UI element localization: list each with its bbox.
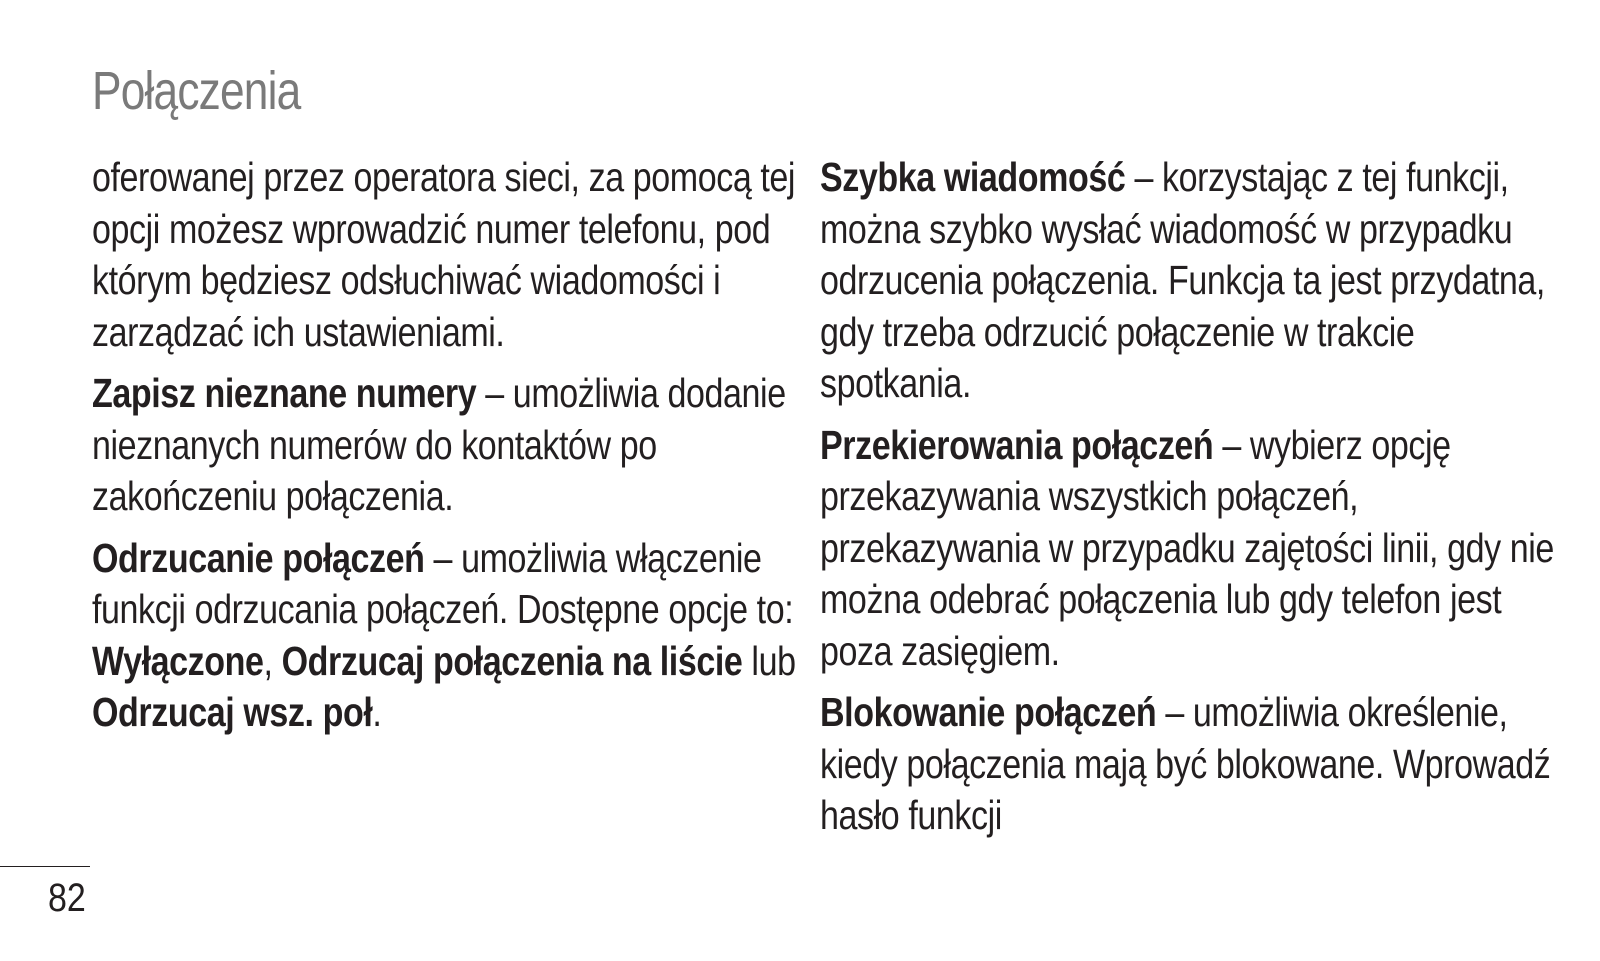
voicemail-continuation-paragraph: oferowanej przez operatora sieci, za pomocą tej opcji możesz wprowadzić numer telefonu, pod którym będziesz odsłuchiwać wiadomości i zarządzać ich ustawieniami. bbox=[92, 154, 796, 355]
save-unknown-numbers-description: – umożliwia dodanie nieznanych numerów do kontaktów po zakończeniu połączenia. bbox=[92, 370, 786, 519]
call-reject-option-off: Wyłączone bbox=[92, 637, 264, 684]
call-forwarding-description: – wybierz opcję przekazywania wszystkich połączeń, przekazywania w przypadku zajętości linii, gdy nie można odebrać połączenia lub gdy telefon jest poza zasięgiem. bbox=[820, 421, 1554, 674]
page-title: Połączenia bbox=[92, 61, 301, 121]
call-reject-paragraph bbox=[92, 533, 814, 739]
call-reject-option-all: Odrzucaj wsz. poł bbox=[92, 689, 373, 735]
quick-message-description: – korzystając z tej funkcji, można szybko wysłać wiadomość w przypadku odrzucenia połączenia. Funkcja ta jest przydatna, gdy trzeba odrzucić połączenie w trakcie spotkania. bbox=[820, 154, 1545, 406]
call-reject-option-list: Odrzucaj połączenia na liście bbox=[281, 637, 743, 684]
quick-message-term: Szybka wiadomość bbox=[820, 154, 1126, 200]
call-reject-period: . bbox=[372, 689, 382, 735]
save-unknown-numbers-term: Zapisz nieznane numery bbox=[92, 370, 477, 416]
call-reject-term: Odrzucanie połączeń bbox=[92, 534, 425, 581]
left-column bbox=[92, 152, 832, 749]
quick-message-paragraph bbox=[820, 152, 1559, 410]
call-barring-term: Blokowanie połączeń bbox=[820, 689, 1157, 735]
footer-divider bbox=[0, 866, 90, 867]
call-reject-separator: , bbox=[263, 637, 282, 684]
save-unknown-numbers-paragraph bbox=[92, 368, 831, 523]
call-forwarding-term: Przekierowania połączeń bbox=[820, 421, 1214, 468]
page-number: 82 bbox=[48, 876, 86, 920]
call-forwarding-paragraph bbox=[820, 420, 1559, 678]
call-reject-conjunction: lub bbox=[742, 637, 796, 684]
right-column bbox=[820, 152, 1560, 852]
call-reject-description: – umożliwia włączenie funkcji odrzucania połączeń. Dostępne opcje to: bbox=[92, 534, 794, 632]
call-barring-paragraph bbox=[820, 687, 1559, 842]
call-barring-description: – umożliwia określenie, kiedy połączenia mają być blokowane. Wprowadź hasło funkcji bbox=[820, 689, 1551, 838]
